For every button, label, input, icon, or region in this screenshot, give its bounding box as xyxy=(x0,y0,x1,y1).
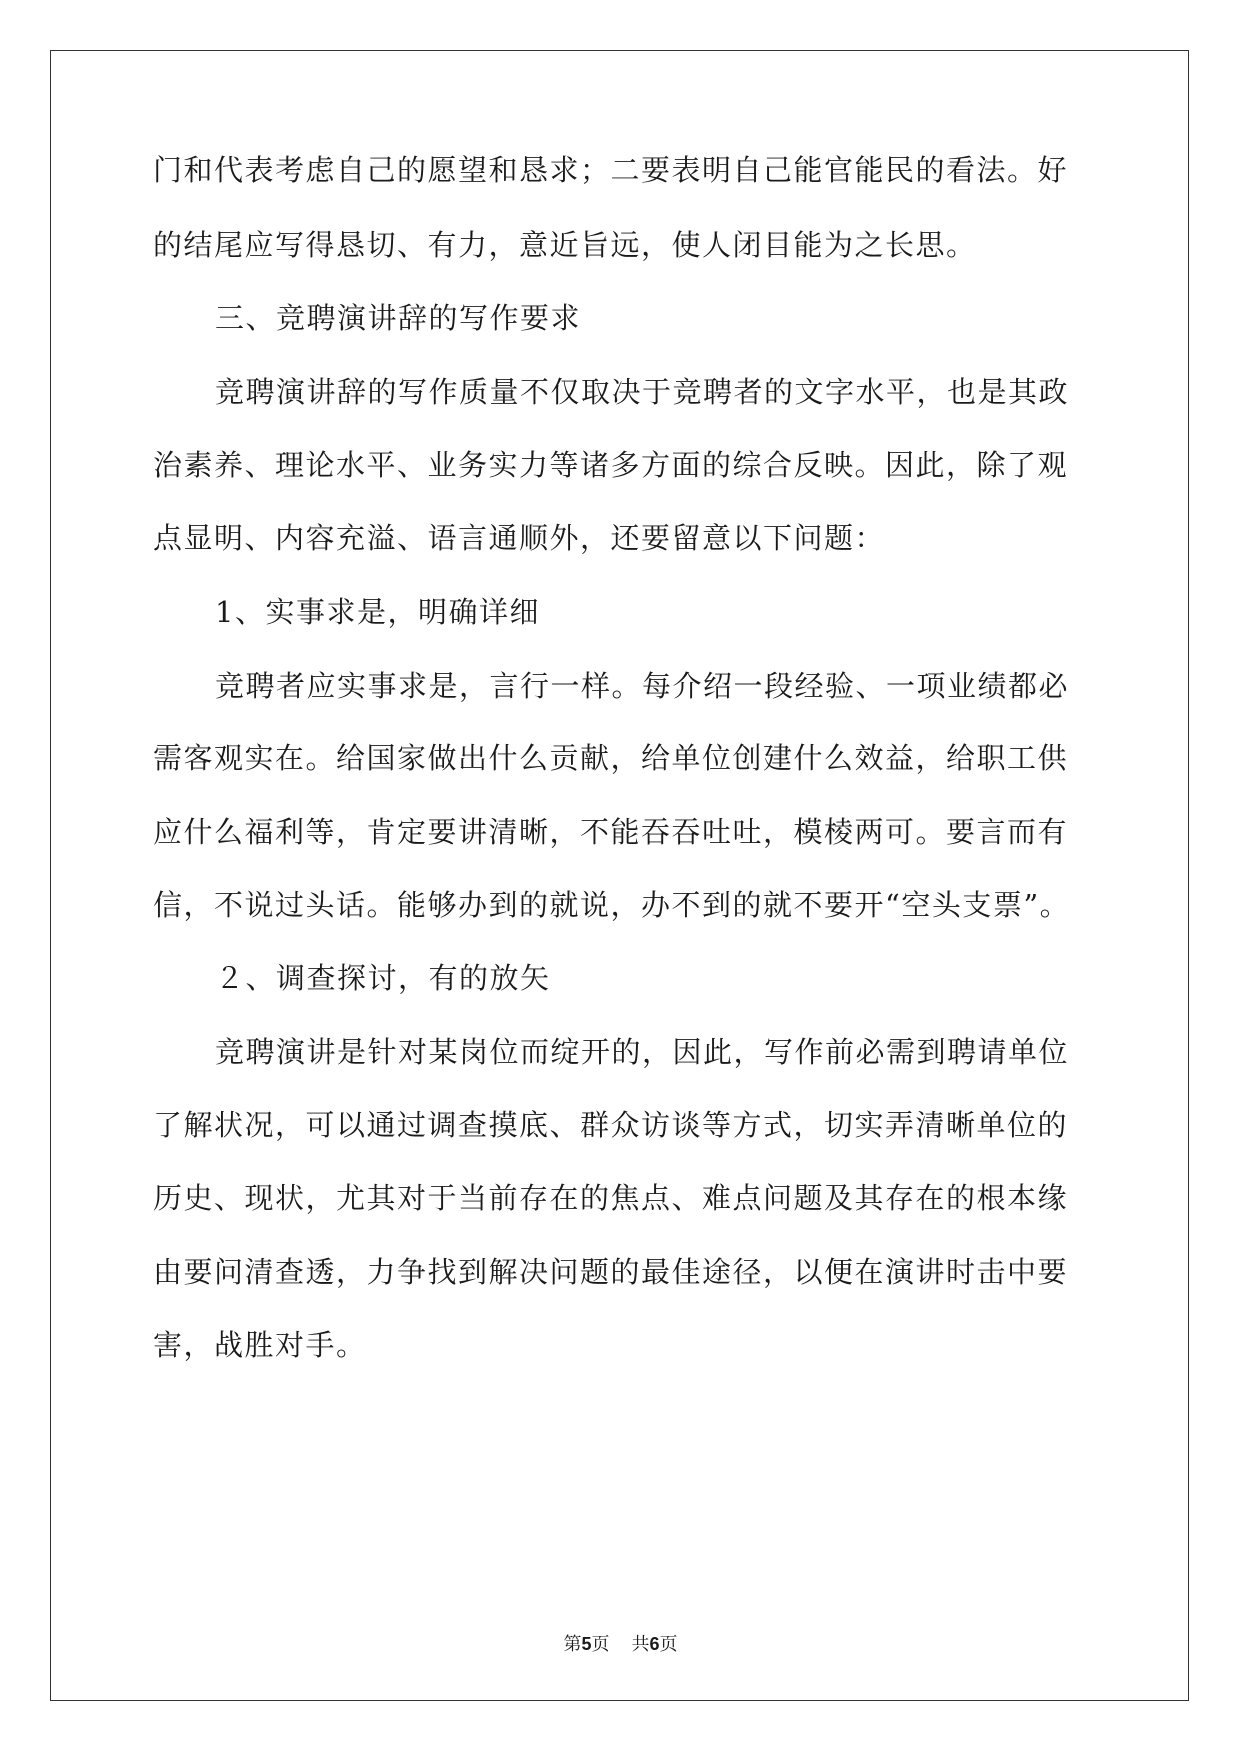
footer-page-word: 页 xyxy=(591,1634,610,1655)
text-line: 竞聘演讲辞的写作质量不仅取决于竞聘者的文字水平，也是其政 xyxy=(215,375,1070,409)
text-line: 了解状况，可以通过调查摸底、群众访谈等方式，切实弄清晰单位的 xyxy=(153,1108,1069,1142)
text-line: 竞聘演讲是针对某岗位而绽开的，因此，写作前必需到聘请单位 xyxy=(215,1035,1070,1069)
text-line: 由要问清查透，力争找到解决问题的最佳途径，以便在演讲时击中要 xyxy=(153,1255,1069,1289)
text-line: 历史、现状，尤其对于当前存在的焦点、难点问题及其存在的根本缘 xyxy=(153,1181,1069,1215)
total-page-number: 6 xyxy=(649,1634,660,1654)
text-line: 害，战胜对手。 xyxy=(153,1328,367,1362)
subsection-heading: 1、实事求是，明确详细 xyxy=(215,595,540,629)
current-page-number: 5 xyxy=(581,1634,592,1654)
text-line: 点显明、内容充溢、语言通顺外，还要留意以下问题： xyxy=(153,521,886,555)
section-heading: 三、竞聘演讲辞的写作要求 xyxy=(215,301,582,335)
footer-total-suffix: 页 xyxy=(659,1634,678,1655)
text-line: 治素养、理论水平、业务实力等诸多方面的综合反映。因此，除了观 xyxy=(153,448,1069,482)
footer-prefix: 第 xyxy=(563,1634,582,1655)
footer-total-prefix: 共 xyxy=(631,1634,650,1655)
text-line: 竞聘者应实事求是，言行一样。每介绍一段经验、一项业绩都必 xyxy=(215,669,1070,703)
text-line: 信，不说过头话。能够办到的就说，办不到的就不要开“空头支票”。 xyxy=(153,888,1071,922)
text-line: 的结尾应写得恳切、有力，意近旨远，使人闭目能为之长思。 xyxy=(153,228,977,262)
subsection-heading: ２、调查探讨，有的放矢 xyxy=(215,961,551,995)
text-line: 需客观实在。给国家做出什么贡献，给单位创建什么效益，给职工供 xyxy=(153,741,1069,775)
page-footer xyxy=(0,1630,1241,1656)
text-line: 门和代表考虑自己的愿望和恳求；二要表明自己能官能民的看法。好 xyxy=(153,153,1069,187)
text-line: 应什么福利等，肯定要讲清晰，不能吞吞吐吐，模棱两可。要言而有 xyxy=(153,815,1069,849)
